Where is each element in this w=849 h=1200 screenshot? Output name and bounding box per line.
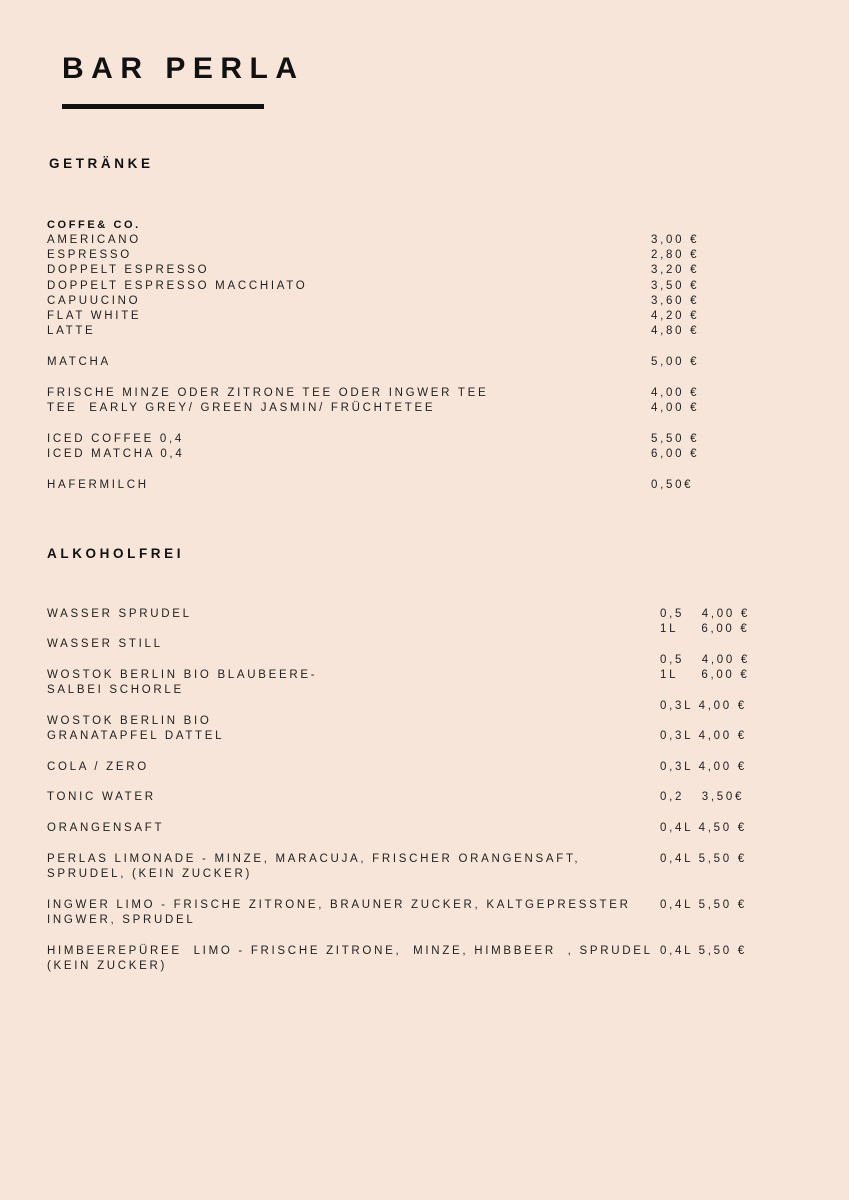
- menu-item-name: WOSTOK BERLIN BIO BLAUBEERE-: [47, 669, 318, 681]
- menu-item-price: 4,00 €: [651, 402, 700, 414]
- menu-item-name: TONIC WATER: [47, 791, 156, 803]
- page-title: BAR PERLA: [62, 52, 305, 85]
- menu-item-price: 1L 6,00 €: [660, 623, 750, 635]
- menu-item-price: 3,20 €: [651, 264, 700, 276]
- menu-item-price: 0,4L 5,50 €: [660, 899, 747, 911]
- menu-item-price: 3,00 €: [651, 234, 700, 246]
- menu-item-price: 4,00 €: [651, 387, 700, 399]
- menu-item-name: HIMBEEREPÜREE LIMO - FRISCHE ZITRONE, MINZE, HIMBBEER , SPRUDEL: [47, 945, 653, 957]
- menu-item-price: 1L 6,00 €: [660, 669, 750, 681]
- menu-item-name: ICED MATCHA 0,4: [47, 448, 185, 460]
- menu-item-price: 0,5 4,00 €: [660, 608, 750, 620]
- menu-item-name: COLA / ZERO: [47, 761, 149, 773]
- menu-item-name: GRANATAPFEL DATTEL: [47, 730, 225, 742]
- menu-item-price: 0,2 3,50€: [660, 791, 745, 803]
- menu-item-price: 0,3L 4,00 €: [660, 700, 747, 712]
- title-underline: [62, 104, 264, 109]
- menu-item-name: FRISCHE MINZE ODER ZITRONE TEE ODER INGWER TEE: [47, 387, 489, 399]
- menu-item-name: DOPPELT ESPRESSO: [47, 264, 210, 276]
- menu-item-name: (KEIN ZUCKER): [47, 960, 168, 972]
- menu-item-name: ORANGENSAFT: [47, 822, 165, 834]
- menu-item-price: 0,5 4,00 €: [660, 654, 750, 666]
- menu-item-name: ICED COFFEE 0,4: [47, 433, 184, 445]
- menu-item-name: INGWER LIMO - FRISCHE ZITRONE, BRAUNER ZUCKER, KALTGEPRESSTER: [47, 899, 631, 911]
- menu-item-price: 0,4L 5,50 €: [660, 945, 747, 957]
- menu-item-price: 0,4L 4,50 €: [660, 822, 747, 834]
- menu-item-name: AMERICANO: [47, 234, 141, 246]
- menu-item-name: WOSTOK BERLIN BIO: [47, 715, 212, 727]
- menu-item-name: SPRUDEL, (KEIN ZUCKER): [47, 868, 253, 880]
- section-heading-alkoholfrei: ALKOHOLFREI: [47, 546, 185, 561]
- menu-item-name: LATTE: [47, 325, 96, 337]
- menu-item-name: TEE EARLY GREY/ GREEN JASMIN/ FRÜCHTETEE: [47, 402, 436, 414]
- menu-item-name: HAFERMILCH: [47, 479, 149, 491]
- menu-item-price: 5,50 €: [651, 433, 700, 445]
- menu-item-name: WASSER STILL: [47, 638, 163, 650]
- menu-item-name: FLAT WHITE: [47, 310, 142, 322]
- menu-item-name: MATCHA: [47, 356, 111, 368]
- menu-item-price: 5,00 €: [651, 356, 700, 368]
- menu-item-name: PERLAS LIMONADE - MINZE, MARACUJA, FRISCHER ORANGENSAFT,: [47, 853, 581, 865]
- menu-item-name: WASSER SPRUDEL: [47, 608, 192, 620]
- menu-item-price: 0,50€: [651, 479, 694, 491]
- menu-item-price: 4,80 €: [651, 325, 700, 337]
- category-heading-coffee: COFFE& CO.: [47, 219, 141, 231]
- menu-item-name: SALBEI SCHORLE: [47, 684, 184, 696]
- menu-item-price: 4,20 €: [651, 310, 700, 322]
- section-heading-getraenke: GETRÄNKE: [49, 156, 154, 171]
- menu-item-price: 0,4L 5,50 €: [660, 853, 747, 865]
- menu-item-price: 0,3L 4,00 €: [660, 761, 747, 773]
- menu-item-price: 6,00 €: [651, 448, 700, 460]
- menu-item-price: 3,60 €: [651, 295, 700, 307]
- menu-item-price: 3,50 €: [651, 280, 700, 292]
- menu-item-name: ESPRESSO: [47, 249, 132, 261]
- menu-item-name: INGWER, SPRUDEL: [47, 914, 196, 926]
- menu-item-price: 0,3L 4,00 €: [660, 730, 747, 742]
- menu-item-price: 2,80 €: [651, 249, 700, 261]
- menu-item-name: DOPPELT ESPRESSO MACCHIATO: [47, 280, 308, 292]
- menu-item-name: CAPUUCINO: [47, 295, 141, 307]
